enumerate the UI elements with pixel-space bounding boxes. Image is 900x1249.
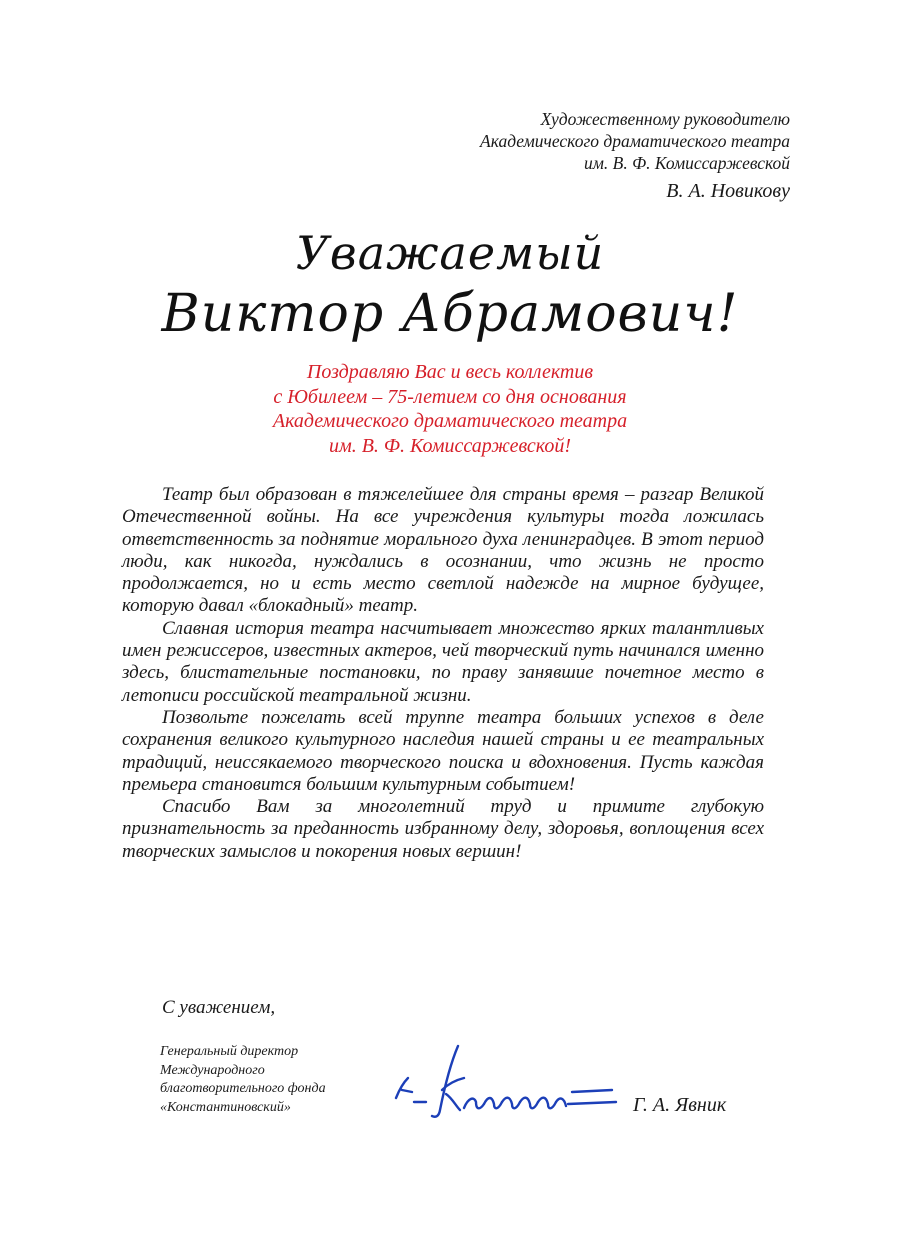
body-paragraph-4: Спасибо Вам за многолетний труд и примите глубокую признательность за преданность избранному делу, здоровья, воплощения всех творческих замыслов и покорения новых вершин! [122,796,764,862]
letter-body [122,484,764,863]
signer-title-line-1: Генеральный директор [160,1044,299,1059]
handwritten-signature [390,1040,620,1130]
addressee-line-2: Академического драматического театра [480,131,790,151]
body-paragraph-2: Славная история театра насчитывает множество ярких талантливых имен режиссеров, известных актеров, чей творческий путь начинался именно здесь, блистательные постановки, по праву занявшие почетное место в летописи российской театральной жизни. [122,617,764,706]
congrats-line-3: Академического драматического театра [272,410,628,432]
congratulations-block [0,360,900,458]
signer-name: Г. А. Явник [633,1094,727,1116]
salutation-line-2: Виктор Абрамович! [161,284,739,344]
signer-title-line-4: «Константиновский» [160,1099,291,1115]
body-paragraph-3: Позвольте пожелать всей труппе театра больших успехов в деле сохранения великого культурного наследия нашей страны и ее театральных традиций, неиссякаемого творческого поиска и вдохновения. Пусть каждая премьера становится большим культурным событием! [122,706,764,795]
body-paragraph-1: Театр был образован в тяжелейшее для страны время – разгар Великой Отечественной войны. На все учреждения культуры тогда ложилась ответственность за поднятие морального духа ленинградцев. В этот период люди, как никогда, нуждались в осознании, что жизнь не просто продолжается, но и есть место светлой надежде на мирное будущее, которую давал «блокадный» театр. [122,484,764,617]
congrats-line-2: с Юбилеем – 75-летием со дня основания [273,385,627,408]
signer-title-block [160,1043,326,1117]
signer-title-line-2: Международного [160,1062,265,1078]
congrats-line-1: Поздравляю Вас и весь коллектив [306,361,594,383]
salutation-line-1: Уважаемый [295,226,605,280]
addressee-name: В. А. Новикову [666,180,790,202]
congrats-line-4: им. В. Ф. Комиссаржевской! [328,434,572,457]
addressee-line-1: Художественному руководителю [540,109,790,129]
addressee-line-3: им. В. Ф. Комиссаржевской [583,153,790,173]
signer-title-line-3: благотворительного фонда [160,1081,326,1097]
closing-regards: С уважением, [162,997,276,1018]
addressee-block [480,108,790,206]
